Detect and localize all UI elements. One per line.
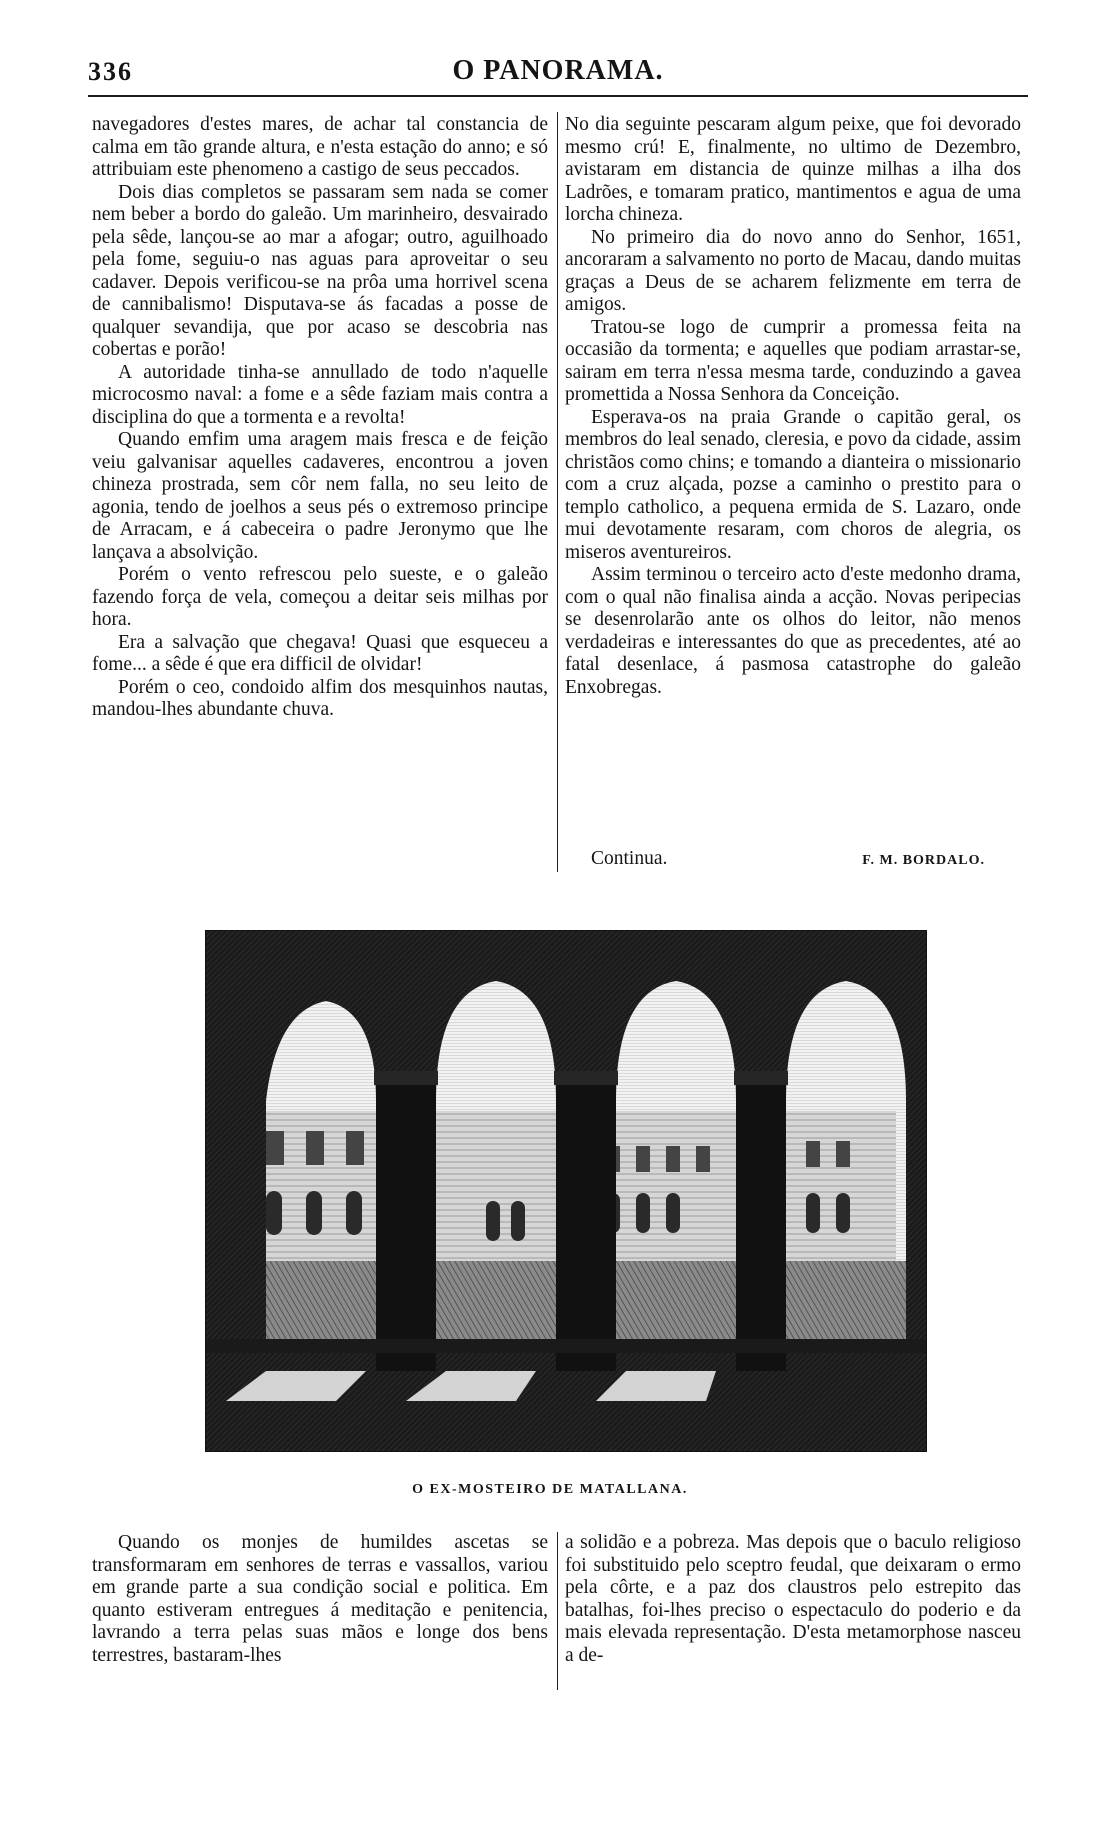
illustration-caption: O EX-MOSTEIRO DE MATALLANA. <box>412 1482 688 1497</box>
article-column-left-bottom <box>92 1532 548 1667</box>
column-divider <box>557 112 558 872</box>
page-header <box>88 55 1028 97</box>
paragraph: Tratou-se logo de cumprir a promessa feita na occasião da tormenta; e aquelles que podiam arrastar-se, sairam em terra n'essa mesma tarde, conduzindo a gavea promettida a Nossa Senhora da Conceição. <box>565 316 1021 405</box>
page-number: 336 <box>88 57 133 86</box>
author-signature: F. M. BORDALO. <box>862 853 985 868</box>
paragraph: navegadores d'estes mares, de achar tal constancia de calma em tão grande altura, e n'esta estação do anno; e só attribuiam este phenomeno a castigo de seus peccados. <box>92 114 548 180</box>
paragraph: Porém o ceo, condoido alfim dos mesquinhos nautas, mandou-lhes abundante chuva. <box>92 676 548 720</box>
paragraph: Assim terminou o terceiro acto d'este medonho drama, com o qual não finalisa ainda a acção. Novas peripecias se desenrolarão ante os olhos do leitor, não menos verdadeiras e interessantes do que as precedentes, até ao fatal desenlace, á pasmosa catastrophe do galeão Enxobregas. <box>565 564 1021 698</box>
paragraph: a solidão e a pobreza. Mas depois que o baculo religioso foi substituido pelo sceptro feudal, que deixaram o ermo pela côrte, e a paz dos claustros pelo estrepito das batalhas, foi-lhes preciso o espectaculo do poderio e da mais elevada representação. D'esta metamorphose nasceu a de- <box>565 1532 1021 1666</box>
column-divider <box>557 1532 558 1690</box>
paragraph: Era a salvação que chegava! Quasi que esqueceu a fome... a sêde é que era difficil de olvidar! <box>92 631 548 675</box>
paragraph: Porém o vento refrescou pelo sueste, e o galeão fazendo força de vela, começou a deitar seis milhas por hora. <box>92 564 548 630</box>
article-column-right-bottom <box>565 1532 1021 1667</box>
paragraph: Quando os monjes de humildes ascetas se transformaram em senhores de terras e vassallos, variou em grande parte a sua condição social e politica. Em quanto estiveram entregues á meditação e penitencia, lavrando a terra pelas suas mãos e longe dos bens terrestres, bastaram-lhes <box>92 1532 548 1666</box>
continua-note: Continua. <box>591 848 668 869</box>
cloister-illustration <box>206 931 926 1451</box>
paragraph: No dia seguinte pescaram algum peixe, que foi devorado mesmo crú! E, finalmente, no ultimo de Dezembro, avistaram em distancia de quinze milhas a ilha dos Ladrões, e tomaram pratico, mantimentos e agua de uma lorcha chineza. <box>565 114 1021 225</box>
paragraph: Dois dias completos se passaram sem nada se comer nem beber a bordo do galeão. Um marinheiro, desvairado pela sêde, lançou-se ao mar a afogar; outro, aguilhoado pela fome, seguiu-o nas aguas para aproveitar o seu cadaver. Depois verificou-se na prôa uma horrivel scena de cannibalismo! Disputava-se ás facadas a posse de qualquer sevandija, que por acaso se descobria nas cobertas e porão! <box>92 181 548 360</box>
paragraph: A autoridade tinha-se annullado de todo n'aquelle microcosmo naval: a fome e a sêde faziam mais contra a disciplina do que a tormenta e a revolta! <box>92 361 548 428</box>
article-footer <box>565 848 985 870</box>
monastery-engraving <box>205 930 927 1452</box>
article-column-right <box>565 114 1021 699</box>
journal-title: O PANORAMA. <box>452 55 664 86</box>
paragraph: No primeiro dia do novo anno do Senhor, 1651, ancoraram a salvamento no porto de Macau, dando muitas graças a Deus de se acharem felizmente em terra de amigos. <box>565 226 1021 315</box>
paragraph: Esperava-os na praia Grande o capitão geral, os membros do leal senado, cleresia, e povo da cidade, assim christãos como chins; e tomando a dianteira o missionario com a cruz alçada, pozse a caminho o prestito para o templo catholico, a pequena ermida de S. Lazaro, onde mui devotamente resaram, com choros de alegria, os miseros aventureiros. <box>565 406 1021 563</box>
paragraph: Quando emfim uma aragem mais fresca e de feição veiu galvanisar aquelles cadaveres, encontrou a joven chineza prostrada, sem côr nem falla, no seu leito de agonia, tendo de joelhos a seus pés o extremoso principe de Arracam, e á cabeceira o padre Jeronymo que lhe lançava a absolvição. <box>92 429 548 563</box>
article-column-left <box>92 114 548 722</box>
